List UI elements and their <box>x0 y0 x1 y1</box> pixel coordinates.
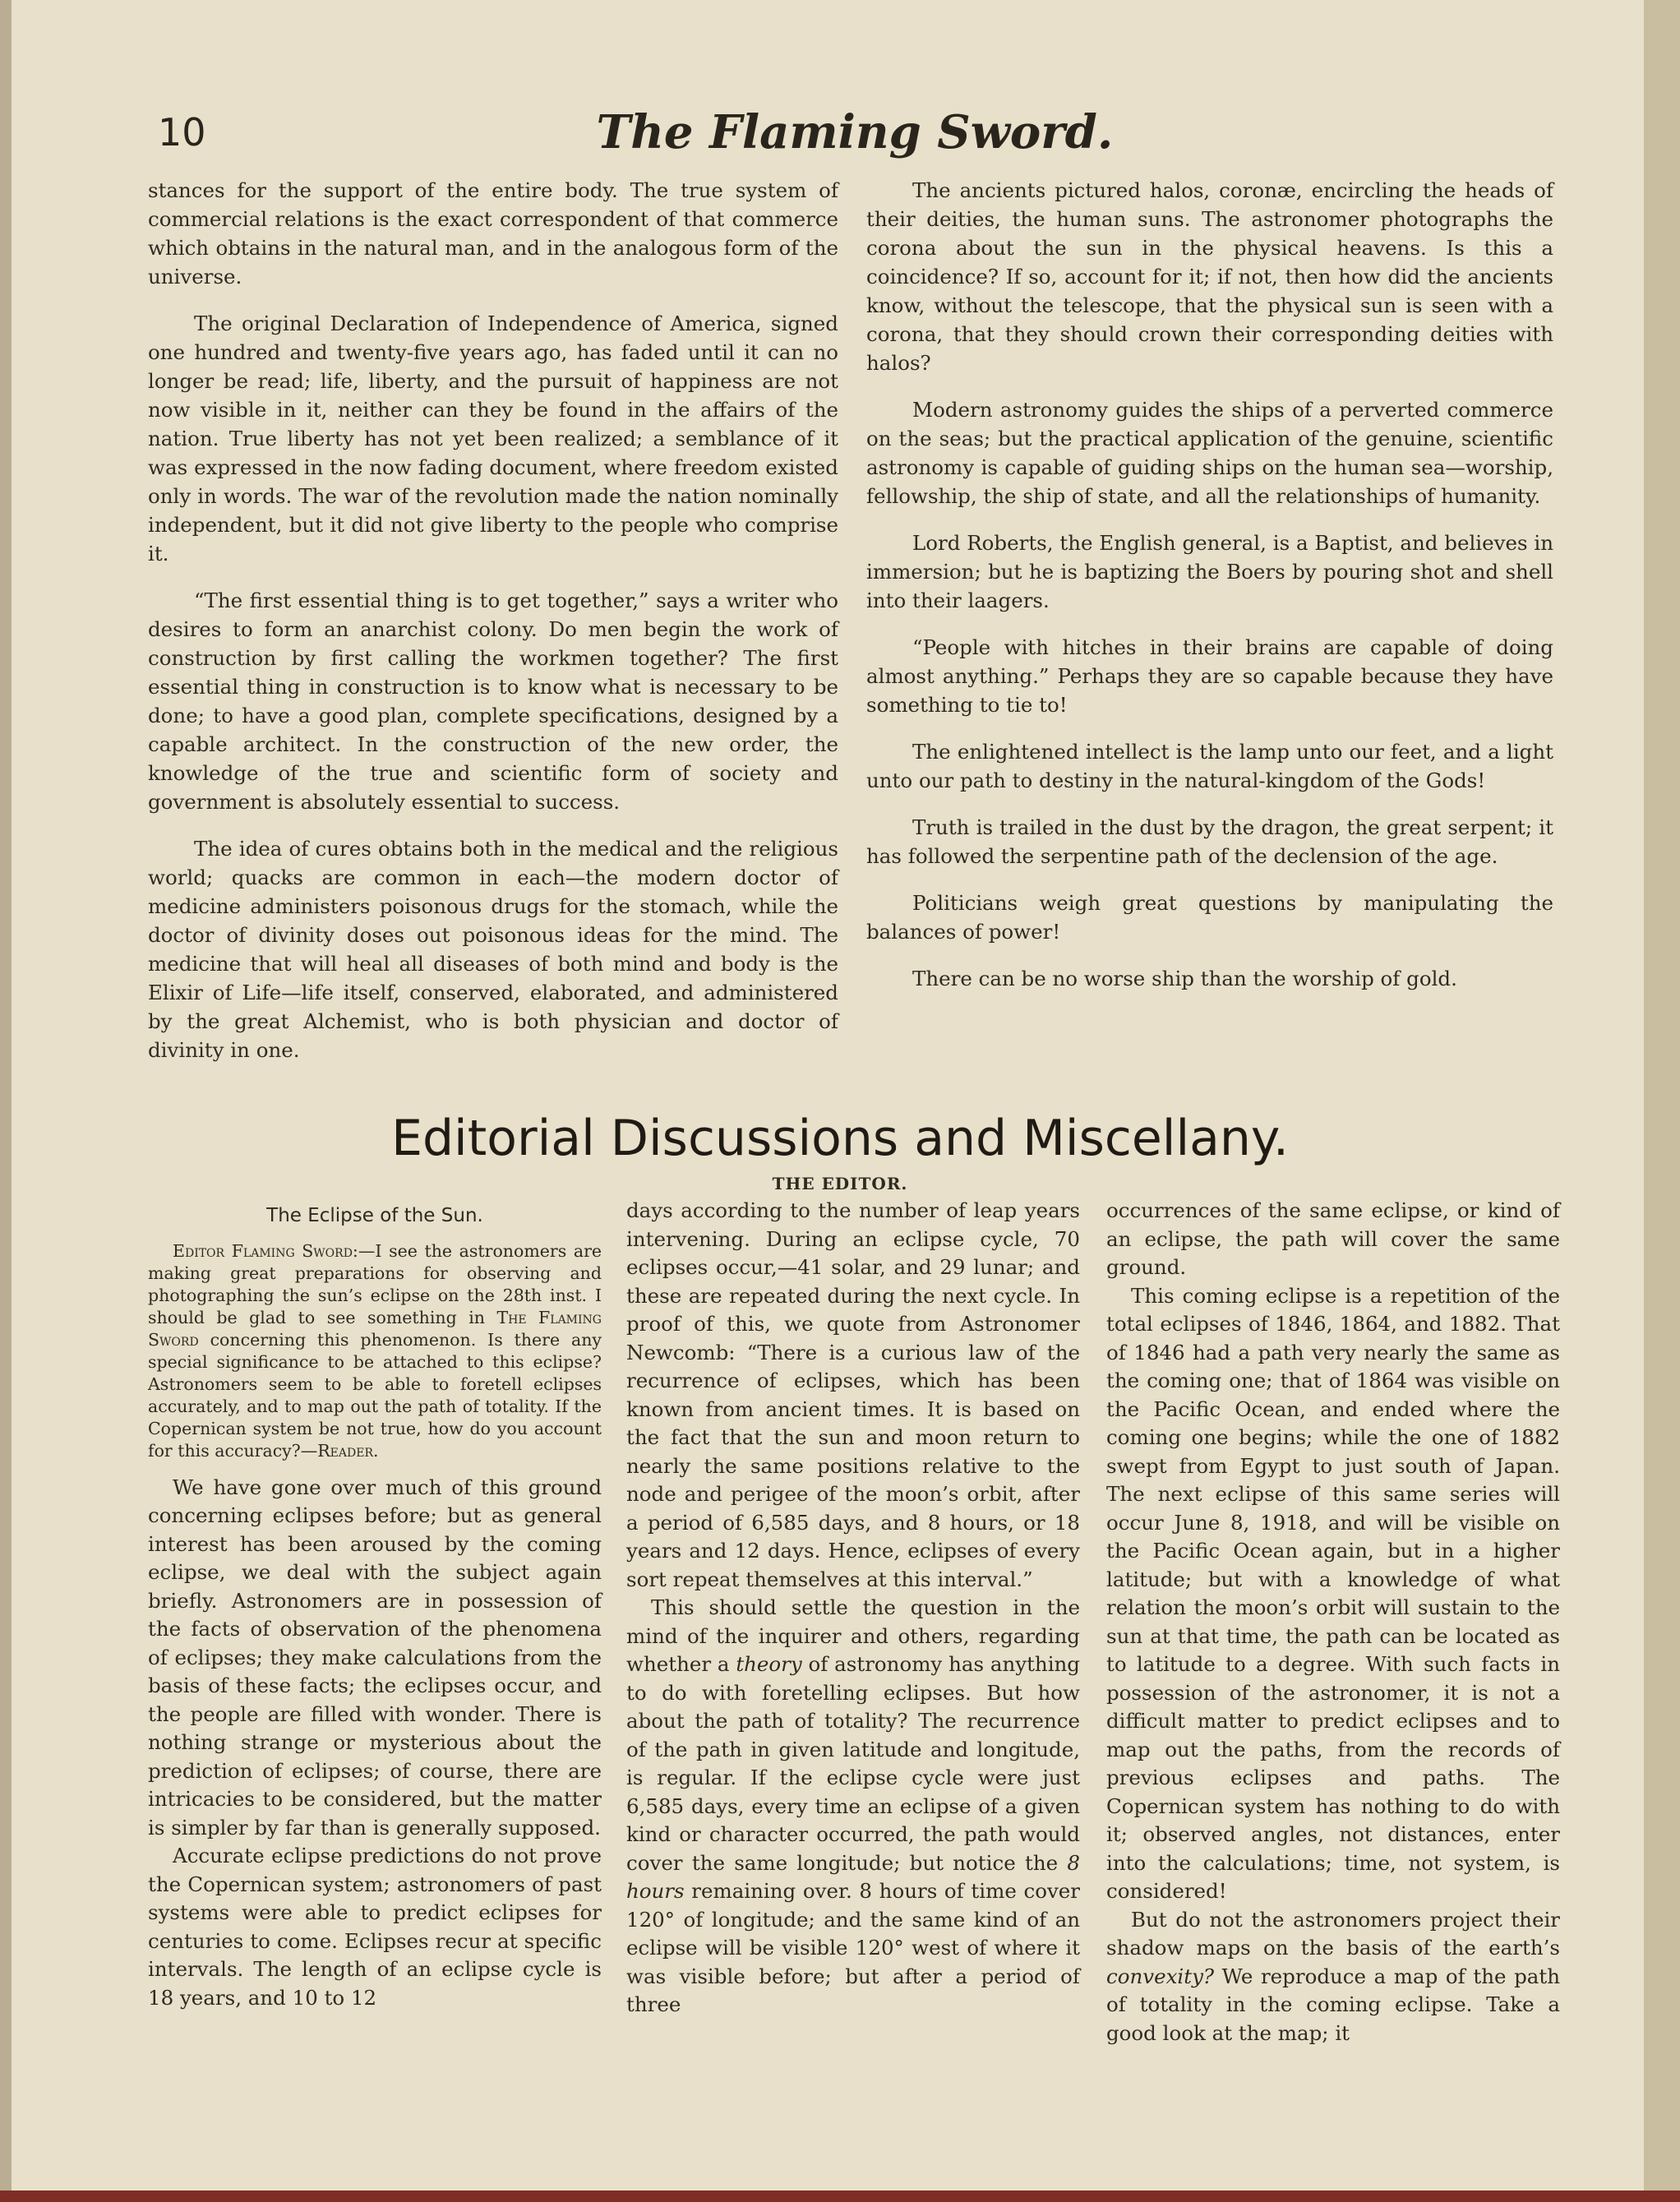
letter-body-continued: concerning this phenomenon. Is there any special significance to be attached to this eclipse? Astronomers seem to be able to foretell eclipses accurately, and to map out the path of totality. If the Copernican system be not true, how do you account for this accuracy?— <box>148 1329 602 1461</box>
top-left-paragraph-4: The idea of cures obtains both in the medical and the religious world; quacks are common in each—the modern doctor of medicine administers poisonous drugs for the stomach, while the doctor of divinity doses out poisonous ideas for the mind. The medicine that will heal all diseases of both mind and body is the Elixir of Life—life itself, conserved, elaborated, and administered by the great Alchemist, who is both physician and doctor of divinity in one. <box>148 837 838 1062</box>
top-left-paragraph-1: stances for the support of the entire body. The true system of commercial relations is the exact correspondent of that commerce which obtains in the natural man, and in the analogous form of the universe. <box>148 178 838 289</box>
column-2-text-c: remaining over. 8 hours of time cover 120° of longitude; and the same kind of an eclipse will be visible 120° west of where it was visible before; but after a period of three <box>626 1879 1080 2016</box>
page-number: 10 <box>158 110 206 155</box>
letter-body: —I see the astronomers are making great preparations for observing and photographing the sun’s eclipse on the 28th inst. I should be glad to see something in <box>148 1240 602 1327</box>
top-right-paragraph-1: The ancients pictured halos, coronæ, encircling the heads of their deities, the human suns. The astronomer photographs the corona about the sun in the physical heavens. Is this a coincidence? If so, account for it; if not, then how did the ancients know, without the telescope, that the physical sun is seen with a corona, that they should crown their corresponding deities with halos? <box>866 178 1553 375</box>
top-right-paragraph-4: “People with hitches in their brains are capable of doing almost anything.” Perhaps they are so capable because they have something to tie to! <box>866 635 1553 717</box>
letter-signature: Reader. <box>317 1440 379 1461</box>
page-bottom-edge <box>0 2190 1680 2202</box>
top-right-paragraph-5: The enlightened intellect is the lamp unto our feet, and a light unto our path to destiny in the natural-kingdom of the Gods! <box>866 740 1553 792</box>
top-left-column <box>148 176 838 1083</box>
column-2-text-b: of astronomy has anything to do with foretelling eclipses. But how about the path of totality? The recurrence of the path in given latitude and longitude, is regular. If the eclipse cycle were just 6,585 days, every time an eclipse of a given kind or character occurred, the path would cover the same longitude; but notice the <box>626 1652 1080 1875</box>
column-2-paragraph-1: days according to the number of leap years intervening. During an eclipse cycle, 70 eclipses occur,—41 solar, and 29 lunar; and these are repeated during the next cycle. In proof of this, we quote from Astronomer Newcomb: “There is a curious law of the recurrence of eclipses, which has been known from ancient times. It is based on the fact that the sun and moon return to nearly the same positions relative to the node and perigee of the moon’s orbit, after a period of 6,585 days, and 8 hours, or 18 years and 12 days. Hence, eclipses of every sort repeat themselves at this interval.” <box>626 1198 1080 1591</box>
journal-title: The Flaming Sword. <box>596 105 1114 159</box>
column-3-italic-convexity: convexity? <box>1106 1964 1215 1988</box>
column-1-paragraph-1: We have gone over much of this ground concerning eclipses before; but as general interest has been aroused by the coming eclipse, we deal with the subject again briefly. Astronomers are in possession of the facts of observation of the phenomena of eclipses; they make calculations from the basis of these facts; the eclipses occur, and the people are filled with wonder. There is nothing strange or mysterious about the prediction of eclipses; of course, there are intricacies to be considered, but the matter is simpler by far than is generally supposed. <box>148 1475 602 1840</box>
top-right-paragraph-3: Lord Roberts, the English general, is a Baptist, and believes in immersion; but he is baptizing the Boers by pouring shot and shell into their laagers. <box>866 531 1553 612</box>
editorial-column-2 <box>626 1197 1080 2020</box>
top-right-column <box>866 176 1553 1011</box>
column-2-italic-hours: 8 hours <box>626 1850 1080 1903</box>
column-3-paragraph-2: This coming eclipse is a repetition of the total eclipses of 1846, 1864, and 1882. That of 1846 had a path very nearly the same as the coming one; that of 1864 was visible on the Pacific Ocean, and ended where the coming one begins; while the one of 1882 swept from Egypt to just south of Japan. The next eclipse of this same series will occur June 8, 1918, and will be visible on the Pacific Ocean again, but in a higher latitude; but with a knowledge of what relation the moon’s orbit will sustain to the sun at that time, the path can be located as to latitude to a degree. With such facts in possession of the astronomer, it is not a difficult matter to predict eclipses and to map out the paths, from the records of previous eclipses and paths. The Copernican system has nothing to do with it; observed angles, not distances, enter into the calculations; time, not system, is considered! <box>1106 1283 1560 1903</box>
letter-salutation: Editor Flaming Sword: <box>173 1240 358 1261</box>
eclipse-article-heading: The Eclipse of the Sun. <box>266 1205 483 1226</box>
column-3-text-b: We reproduce a map of the path of totality in the coming eclipse. Take a good look at the map; it <box>1106 1964 1560 2045</box>
editorial-column-1 <box>148 1197 602 2012</box>
page-binding-edge <box>0 0 12 2202</box>
page-right-edge <box>1644 0 1680 2202</box>
column-3-paragraph-1: occurrences of the same eclipse, or kind of an eclipse, the path will cover the same ground. <box>1106 1198 1560 1279</box>
editorial-column-3 <box>1106 1197 1560 2047</box>
column-3-text-a: But do not the astronomers project their shadow maps on the basis of the earth’s <box>1106 1907 1560 1960</box>
column-2-italic-theory: theory <box>736 1652 802 1676</box>
top-right-paragraph-2: Modern astronomy guides the ships of a perverted commerce on the seas; but the practical application of the genuine, scientific astronomy is capable of guiding ships on the human sea—worship, fellowship, the ship of state, and all the relationships of humanity. <box>866 398 1553 508</box>
top-left-paragraph-2: The original Declaration of Independence of America, signed one hundred and twenty-five years ago, has faded until it can no longer be read; life, liberty, and the pursuit of happiness are not now visible in it, neither can they be found in the affairs of the nation. True liberty has not yet been realized; a semblance of it was expressed in the now fading document, where freedom existed only in words. The war of the revolution made the nation nominally independent, but it did not give liberty to the people who comprise it. <box>148 312 838 566</box>
page-header <box>148 105 1562 171</box>
reader-letter <box>148 1240 602 1462</box>
column-2-paragraph-2 <box>626 1594 1080 2020</box>
editor-byline: THE EDITOR. <box>772 1174 908 1193</box>
editorial-section-title: Editorial Discussions and Miscellany. <box>391 1110 1289 1167</box>
top-right-paragraph-6: Truth is trailed in the dust by the dragon, the great serpent; it has followed the serpentine path of the declension of the age. <box>866 815 1553 868</box>
top-right-paragraph-8: There can be no worse ship than the worship of gold. <box>912 967 1457 990</box>
letter-journal-name: The Flaming Sword <box>148 1307 602 1350</box>
top-right-paragraph-7: Politicians weigh great questions by manipulating the balances of power! <box>866 891 1553 944</box>
column-3-paragraph-3 <box>1106 1906 1560 2048</box>
top-left-paragraph-3: “The first essential thing is to get together,” says a writer who desires to form an anarchist colony. Do men begin the work of construction by first calling the workmen together? The first essential thing in construction is to know what is necessary to be done; to have a good plan, complete specifications, designed by a capable architect. In the construction of the new order, the knowledge of the true and scientific form of society and government is absolutely essential to success. <box>148 589 838 814</box>
column-2-text-a: This should settle the question in the mind of the inquirer and others, regarding whether a <box>626 1595 1080 1676</box>
column-1-paragraph-2: Accurate eclipse predictions do not prove the Copernican system; astronomers of past systems were able to predict eclipses for centuries to come. Eclipses recur at specific intervals. The length of an eclipse cycle is 18 years, and 10 to 12 <box>148 1844 602 2010</box>
